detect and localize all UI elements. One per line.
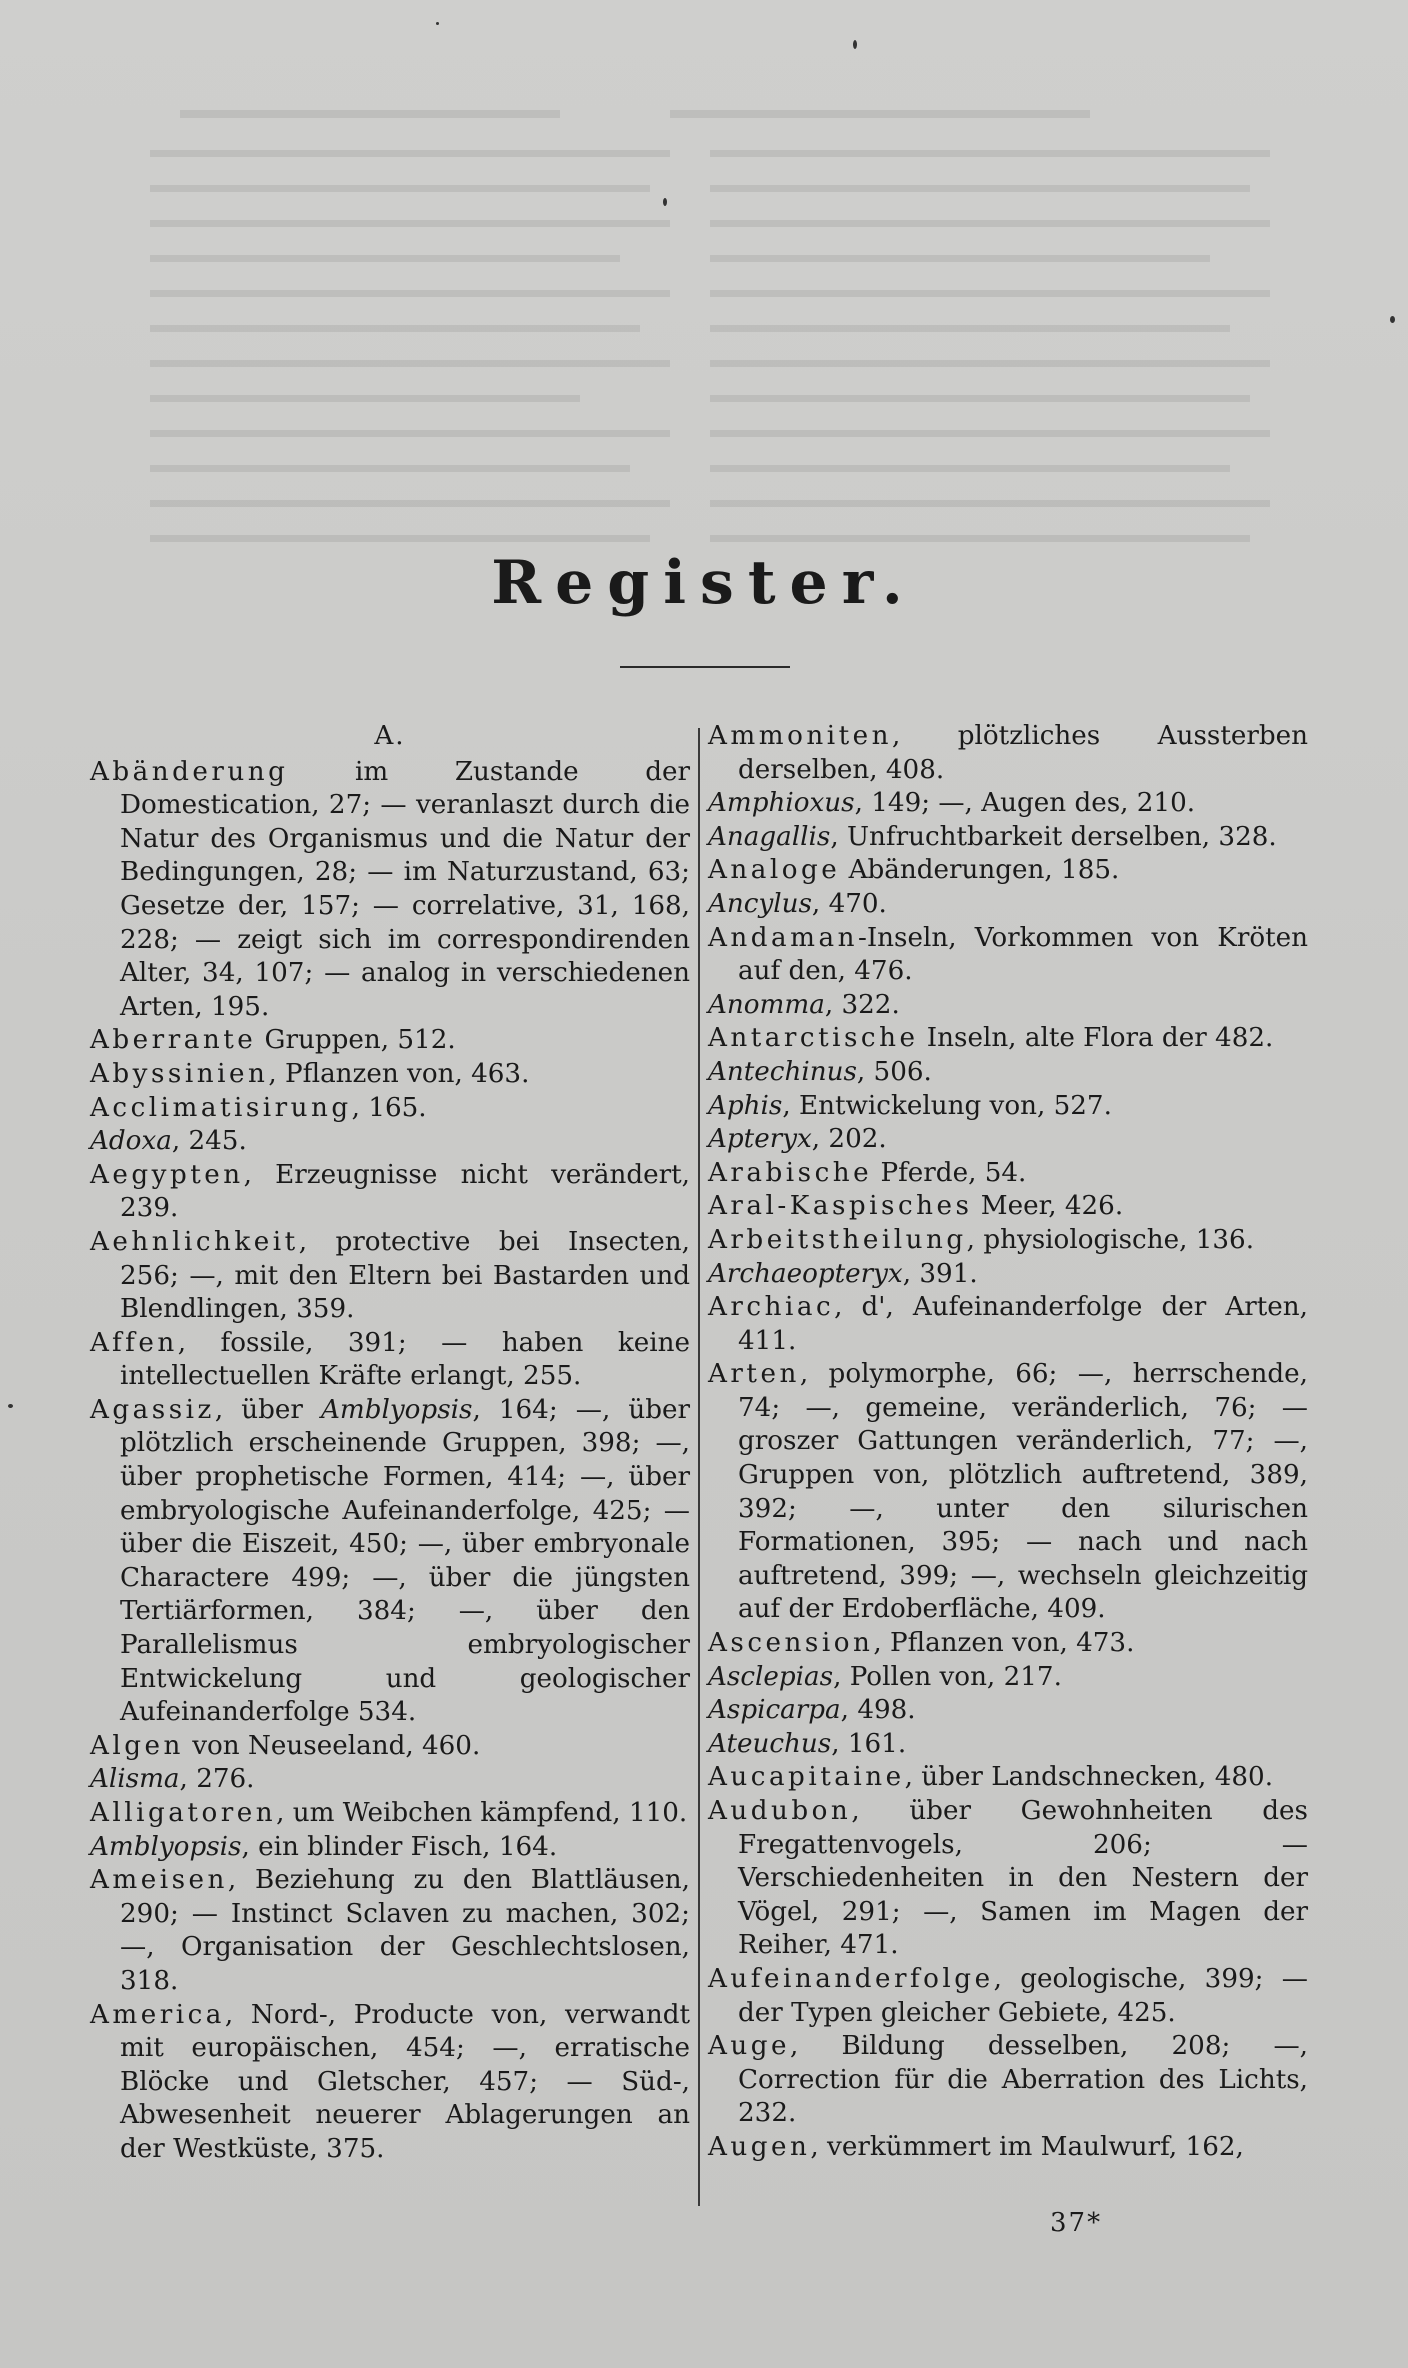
entry-italic-term: Anagallis <box>708 821 831 852</box>
entry-headword: Alligatoren <box>90 1798 277 1828</box>
page-title: Register. <box>491 548 917 618</box>
index-entry <box>708 2030 1308 2131</box>
index-entry <box>708 1694 1308 1728</box>
index-entry <box>90 1831 690 1865</box>
entry-headword: Arbeitstheilung <box>708 1224 967 1255</box>
entry-text: , 506. <box>856 1056 932 1087</box>
entry-italic-term: Amblyopsis <box>90 1831 242 1862</box>
index-entry <box>708 854 1308 888</box>
index-entry <box>708 1258 1308 1292</box>
index-entry <box>708 1358 1308 1627</box>
index-entry <box>708 1291 1308 1358</box>
entry-text: Abänderungen, 185. <box>840 855 1120 886</box>
index-entry <box>708 720 1308 787</box>
index-entry <box>708 1627 1308 1661</box>
index-entry <box>708 1190 1308 1224</box>
entry-text: , fossile, 391; — haben keine intellectuellen Kräfte erlangt, 255. <box>120 1327 690 1392</box>
entry-italic-term: Apteryx <box>708 1124 812 1155</box>
entry-text: , verkümmert im Maulwurf, 162, <box>810 2131 1244 2162</box>
entry-text: , Erzeugnisse nicht verändert, 239. <box>120 1159 690 1224</box>
entry-text: Meer, 426. <box>972 1191 1124 1222</box>
index-entry <box>90 1730 690 1764</box>
entry-text: , Pollen von, 217. <box>833 1661 1062 1692</box>
entry-text: , 245. <box>171 1126 247 1157</box>
entry-headword: Auge <box>708 2031 791 2062</box>
entry-italic-term: Aspicarpa <box>708 1695 841 1726</box>
index-entry <box>90 1864 690 1998</box>
entry-headword: Augen <box>708 2131 811 2162</box>
index-entry <box>708 1157 1308 1191</box>
entry-text: , über Landschnecken, 480. <box>904 1762 1274 1793</box>
index-entry <box>708 1728 1308 1762</box>
entry-text: , Entwickelung von, 527. <box>782 1090 1112 1121</box>
entry-headword: Audubon <box>708 1796 852 1826</box>
index-entry <box>90 1092 690 1126</box>
entry-headword: Ameisen <box>90 1865 228 1896</box>
index-entry <box>708 1224 1308 1258</box>
ink-speck <box>1390 316 1395 323</box>
index-entry <box>708 1761 1308 1795</box>
index-entry <box>90 1327 690 1394</box>
entry-headword: Ammoniten <box>708 721 892 751</box>
ink-speck <box>8 1404 13 1408</box>
index-entry <box>708 1056 1308 1090</box>
entry-text: , Unfruchtbarkeit derselben, 328. <box>830 821 1277 852</box>
entry-italic-term: Alisma <box>90 1764 180 1795</box>
index-entry <box>708 922 1308 989</box>
entry-text: , geologische, 399; — der Typen gleicher Gebiete, 425. <box>738 1963 1308 2028</box>
left-column <box>90 720 690 2167</box>
entry-text: , protective bei Insecten, 256; —, mit den Eltern bei Bastarden und Blendlingen, 359. <box>120 1226 690 1325</box>
title-rule <box>620 666 790 668</box>
right-column <box>708 720 1308 2165</box>
entry-text: , 149; —, Augen des, 210. <box>854 788 1196 819</box>
entry-italic-term: Amblyopsis <box>320 1394 473 1425</box>
entry-text: Pferde, 54. <box>872 1157 1027 1188</box>
entry-italic-term: Ancylus <box>708 888 812 919</box>
signature-mark: 37* <box>1050 2208 1103 2238</box>
index-entry <box>90 756 690 1025</box>
index-entry <box>708 989 1308 1023</box>
entry-text: Gruppen, 512. <box>256 1025 456 1056</box>
entry-text: , um Weibchen kämpfend, 110. <box>276 1798 688 1828</box>
index-entry <box>90 1763 690 1797</box>
entry-headword: Acclimatisirung <box>90 1092 352 1123</box>
entry-text: , 202. <box>811 1124 887 1155</box>
entry-headword: Analoge <box>708 855 841 886</box>
entry-text: , 164; —, über plötzlich erscheinende Gruppen, 398; —, über prophetische Formen, 414; —, über embryologische Aufeinanderfolge, 425; — über die Eiszeit, 450; —, über embryonale Charactere 499; —, über die jüngsten Tertiärformen, 384; —, über den Parallelismus embryologischer Entwickelung und geologischer Aufeinanderfolge 534. <box>120 1394 690 1728</box>
index-entry <box>90 1024 690 1058</box>
entry-headword: Abyssinien <box>90 1058 269 1089</box>
entry-headword: Archiac <box>708 1292 835 1323</box>
entry-headword: Algen <box>90 1730 184 1761</box>
index-entry <box>708 2131 1308 2165</box>
entry-text: , plötzliches Aussterben derselben, 408. <box>738 721 1308 785</box>
entry-italic-term: Antechinus <box>708 1056 857 1087</box>
entry-text: , physiologische, 136. <box>966 1224 1255 1255</box>
entry-headword: Arten <box>708 1359 800 1390</box>
entry-text: , 498. <box>840 1695 916 1726</box>
entry-text: , 161. <box>831 1728 907 1759</box>
index-entry <box>90 1125 690 1159</box>
entry-text: im Zustande der Domestication, 27; — veranlaszt durch die Natur des Organismus und die Natur der Bedingungen, 28; — im Naturzustand, 63; Gesetze der, 157; — correlative, 31, 168, 228; — zeigt sich im correspondirenden Alter, 34, 107; — analog in verschiedenen Arten, 195. <box>120 756 690 1022</box>
entry-headword: Ascension <box>708 1628 874 1659</box>
index-entry <box>708 821 1308 855</box>
entry-headword: Antarctische <box>708 1023 919 1054</box>
entry-text: , 322. <box>824 989 900 1020</box>
index-entry <box>708 1795 1308 1963</box>
entry-text: , über Gewohnheiten des Fregattenvogels, 206; — Verschiedenheiten in den Nestern der Vögel, 291; —, Samen im Magen der Reiher, 471. <box>738 1796 1308 1961</box>
entry-text: , ein blinder Fisch, 164. <box>241 1831 558 1862</box>
entry-italic-term: Adoxa <box>90 1126 172 1157</box>
index-entry <box>90 1159 690 1226</box>
entry-text-prefix: , über <box>214 1394 321 1425</box>
entry-italic-term: Aphis <box>708 1090 783 1121</box>
entry-headword: Arabische <box>708 1157 873 1188</box>
entry-text: , Beziehung zu den Blattläusen, 290; — Instinct Sclaven zu machen, 302; —, Organisation der Geschlechtslosen, 318. <box>120 1865 690 1996</box>
entry-text: , 165. <box>351 1092 427 1123</box>
index-entry <box>708 1090 1308 1124</box>
entry-text: , 391. <box>902 1258 978 1289</box>
entry-headword: Aucapitaine <box>708 1762 905 1793</box>
index-entry <box>90 1999 690 2167</box>
entry-headword: Affen <box>90 1327 178 1358</box>
column-divider <box>698 728 700 2206</box>
entry-text: , Pflanzen von, 473. <box>873 1628 1135 1659</box>
section-letter: A. <box>374 721 406 751</box>
index-entry <box>708 1022 1308 1056</box>
entry-text: , polymorphe, 66; —, herrschende, 74; —, gemeine, veränderlich, 76; — groszer Gattungen veränderlich, 77; —, Gruppen von, plötzlich auftretend, 389, 392; —, unter den silurischen Formationen, 395; — nach und nach auftretend, 399; —, wechseln gleichzeitig auf der Erdoberfläche, 409. <box>738 1359 1308 1625</box>
entry-headword: Aral-Kaspisches <box>708 1191 973 1222</box>
entry-text: von Neuseeland, 460. <box>183 1730 481 1761</box>
index-entry <box>708 1963 1308 2030</box>
entry-italic-term: Anomma <box>708 989 825 1020</box>
entry-text: , 276. <box>179 1764 255 1795</box>
entry-text: , Bildung desselben, 208; —, Correction für die Aberration des Lichts, 232. <box>738 2031 1308 2129</box>
entry-headword: Aegypten <box>90 1159 244 1190</box>
show-through-text <box>150 90 1330 550</box>
entry-italic-term: Amphioxus <box>708 788 855 819</box>
entry-headword: Agassiz <box>90 1394 215 1425</box>
entry-headword: Aberrante <box>90 1025 257 1056</box>
index-entry <box>708 787 1308 821</box>
index-entry <box>90 1058 690 1092</box>
index-entry <box>90 1226 690 1327</box>
ink-speck <box>853 40 857 49</box>
entry-text: , d', Aufeinanderfolge der Arten, 411. <box>738 1292 1308 1356</box>
entry-headword: America <box>90 1999 225 2030</box>
index-entry <box>90 1394 690 1730</box>
entry-italic-term: Archaeopteryx <box>708 1258 903 1289</box>
ink-speck <box>436 22 439 25</box>
index-entry <box>708 1661 1308 1695</box>
entry-text: , 470. <box>811 888 887 919</box>
index-entry <box>708 1123 1308 1157</box>
entry-text: -Inseln, Vorkommen von Kröten auf den, 476. <box>738 922 1308 987</box>
index-entry <box>708 888 1308 922</box>
entry-italic-term: Asclepias <box>708 1661 834 1692</box>
entry-headword: Abänderung <box>90 756 289 787</box>
entry-headword: Aufeinanderfolge <box>708 1963 994 1994</box>
entry-text: Inseln, alte Flora der 482. <box>918 1023 1274 1054</box>
entry-text: , Nord-, Producte von, verwandt mit europäischen, 454; —, erratische Blöcke und Gletscher, 457; — Süd-, Abwesenheit neuerer Ablagerungen an der Westküste, 375. <box>120 1999 690 2164</box>
index-entry <box>90 1797 690 1831</box>
ink-speck <box>663 198 667 206</box>
entry-text: , Pflanzen von, 463. <box>268 1058 530 1089</box>
entry-headword: Aehnlichkeit <box>90 1226 299 1257</box>
entry-italic-term: Ateuchus <box>708 1728 832 1759</box>
entry-headword: Andaman <box>708 922 858 953</box>
